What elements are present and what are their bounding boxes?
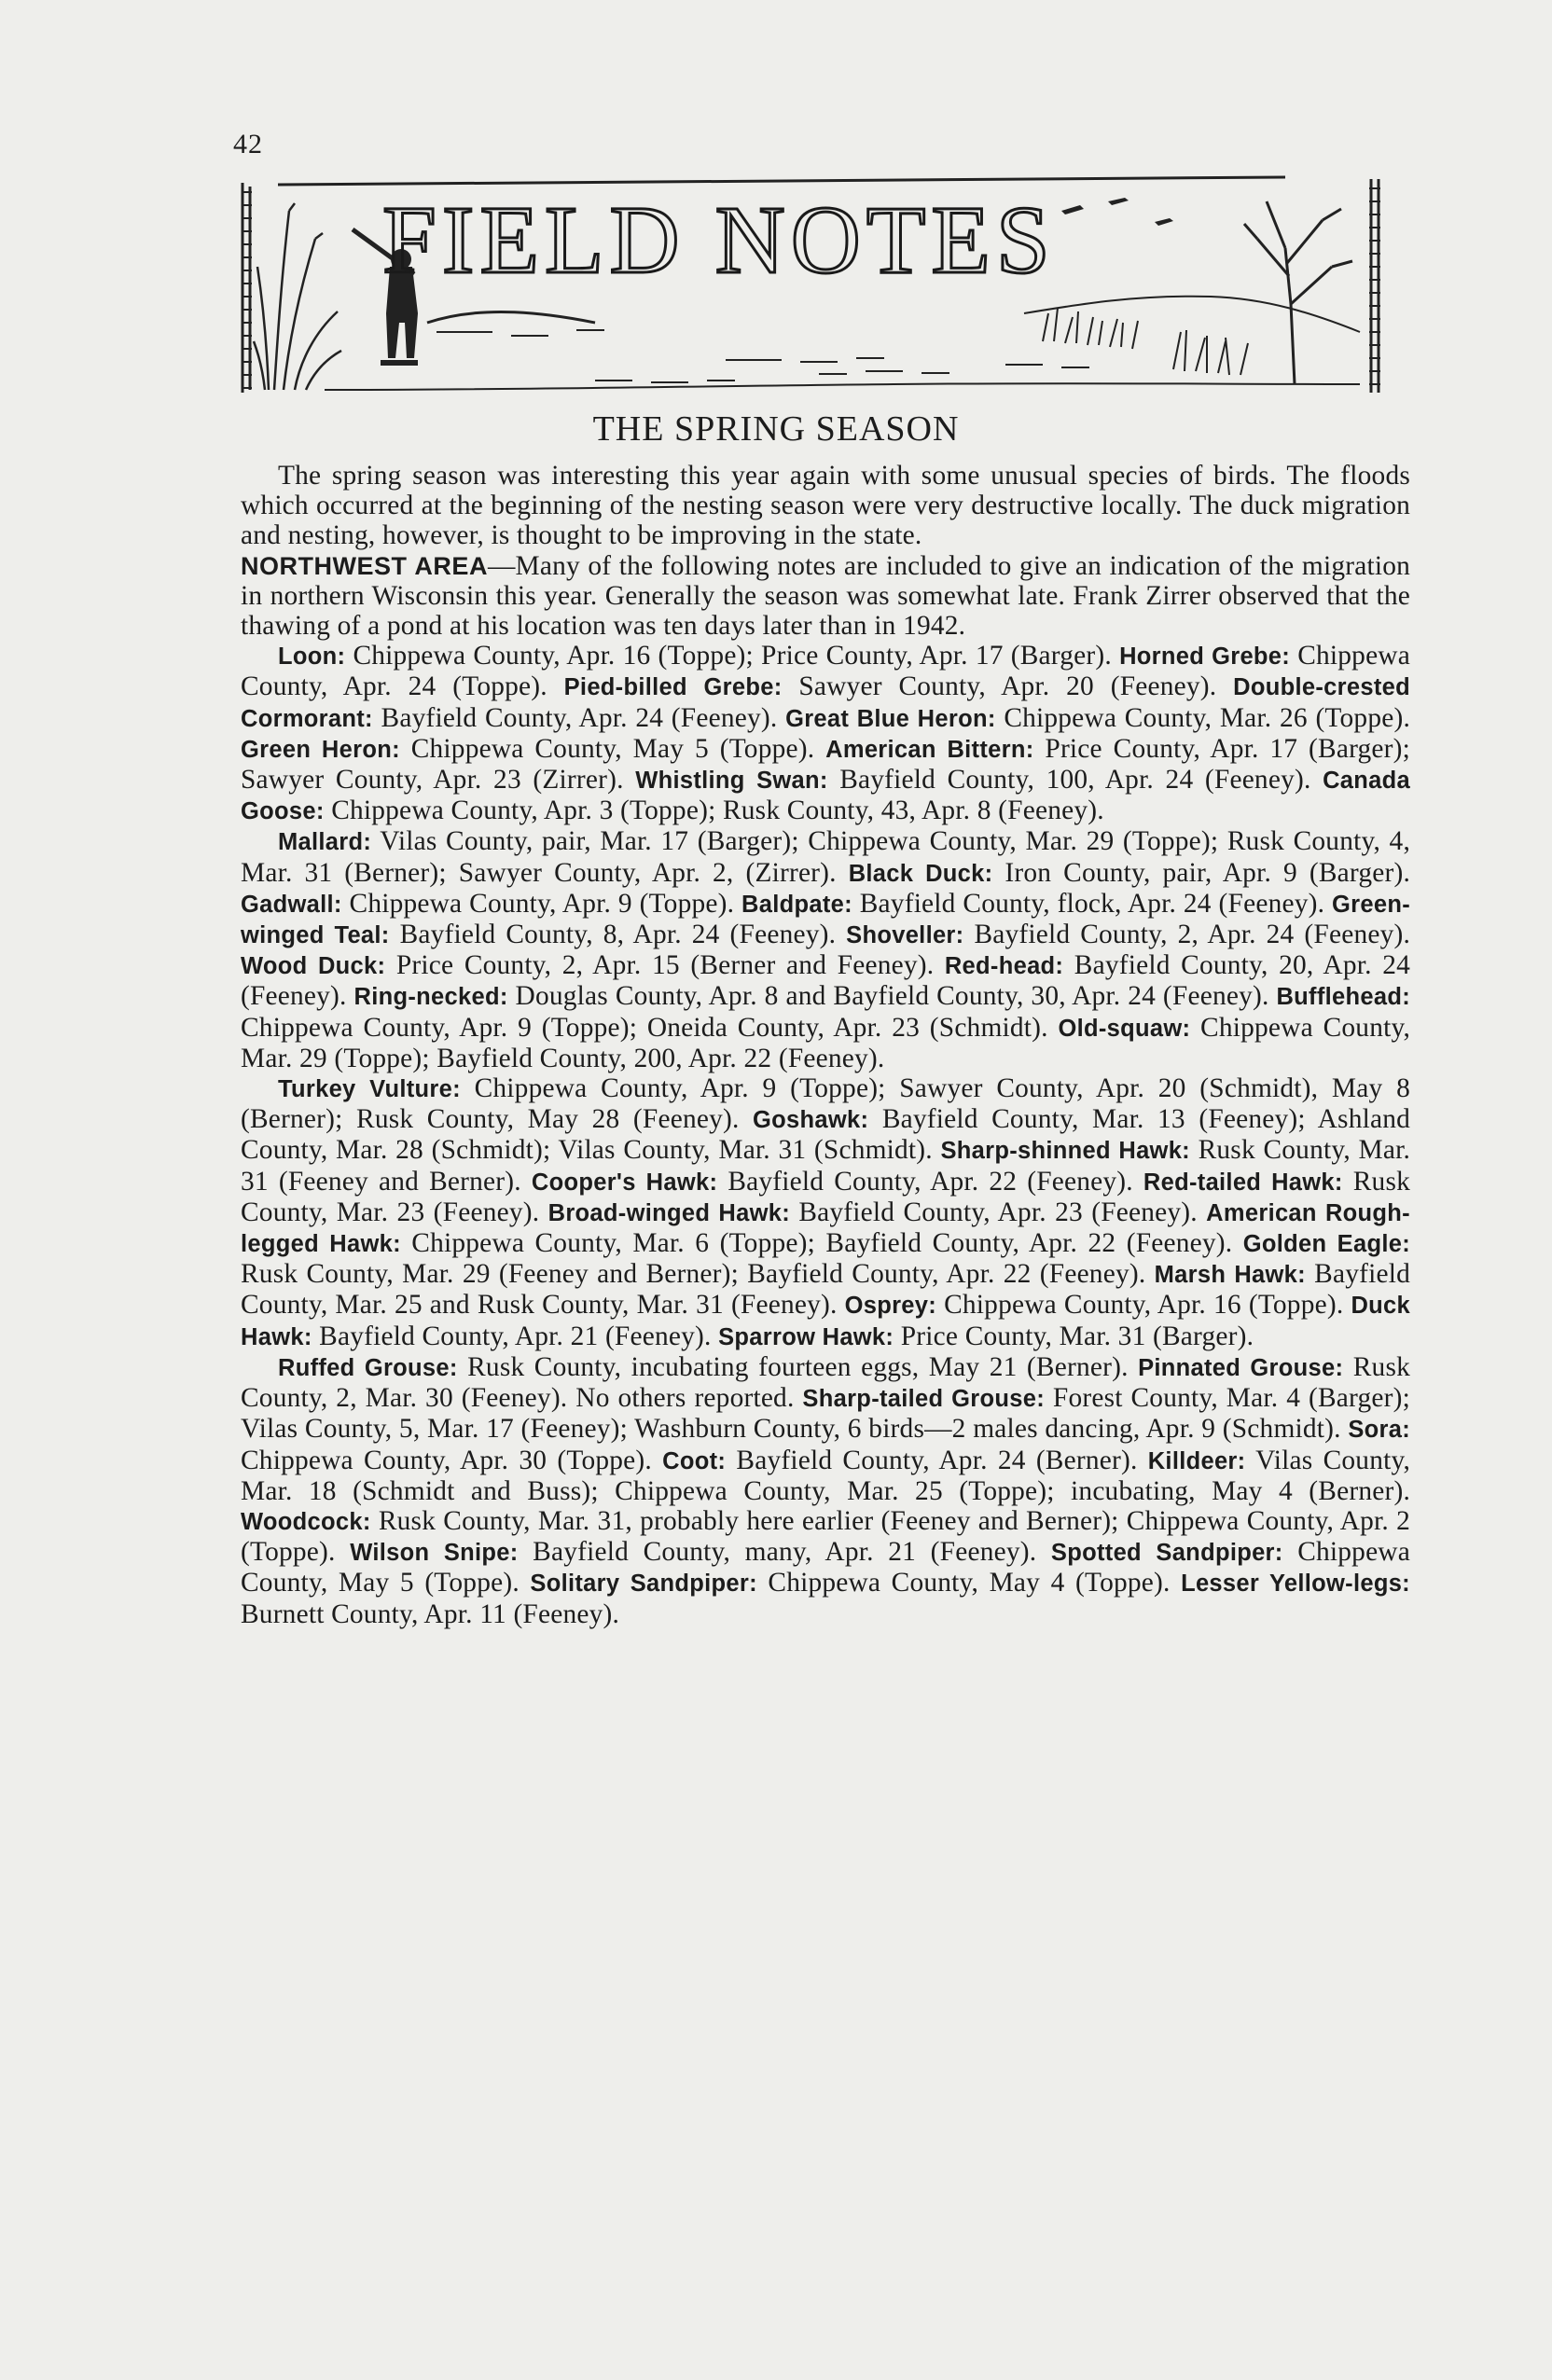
species-name: Bufflehead: — [1276, 984, 1410, 1011]
species-name: Green-winged Teal: — [241, 891, 1410, 949]
species-name: Old-squaw: — [1058, 1015, 1191, 1042]
species-name: Red-head: — [944, 953, 1064, 980]
species-record: Rusk County, incubating fourteen eggs, May 21 (Berner). — [457, 1351, 1139, 1382]
species-record: Bayfield County, Apr. 23 (Feeney). — [789, 1197, 1207, 1227]
species-record: Bayfield County, Apr. 24 (Berner). — [726, 1445, 1148, 1475]
species-record: Bayfield County, Apr. 24 (Feeney). — [372, 702, 786, 733]
species-name: Broad-winged Hawk: — [547, 1199, 790, 1226]
species-record: Bayfield County, Apr. 21 (Feeney). — [312, 1321, 719, 1351]
intro-paragraph: The spring season was interesting this year again with some unusual species of birds. The floods which occurred at the beginning of the nesting season were very destructive locally. The duck migration and nesting, however, is thought to be improving in the state. — [241, 461, 1410, 551]
species-name: Killdeer: — [1147, 1447, 1246, 1474]
shoreline-illustration — [1024, 297, 1360, 375]
species-record: Douglas County, Apr. 8 and Bayfield County, 30, Apr. 24 (Feeney). — [507, 981, 1277, 1012]
species-name: Marsh Hawk: — [1154, 1262, 1306, 1289]
species-name: Osprey: — [844, 1293, 937, 1320]
region-paragraph — [241, 551, 1410, 642]
species-name: Goshawk: — [753, 1107, 869, 1134]
banner-title: FIELD NOTES — [382, 187, 1056, 294]
tree-illustration — [1244, 201, 1352, 384]
species-name: Whistling Swan: — [635, 768, 828, 795]
species-name: Turkey Vulture: — [278, 1076, 461, 1103]
species-record: Bayfield County, flock, Apr. 24 (Feeney). — [852, 888, 1332, 919]
species-record: Chippewa County, Apr. 30 (Toppe). — [241, 1445, 663, 1475]
species-name: Horned Grebe: — [1119, 643, 1291, 671]
field-notes-banner — [241, 173, 1380, 397]
species-record: Bayfield County, 2, Apr. 24 (Feeney). — [963, 920, 1411, 950]
species-record: Chippewa County, Mar. 26 (Toppe). — [995, 702, 1410, 733]
species-name: American Rough-legged Hawk: — [241, 1199, 1410, 1258]
species-name: American Bittern: — [825, 736, 1034, 763]
species-record: Bayfield County, many, Apr. 21 (Feeney). — [518, 1537, 1051, 1568]
species-name: Sparrow Hawk: — [718, 1323, 894, 1350]
species-name: Red-tailed Hawk: — [1143, 1169, 1343, 1196]
species-paragraph — [241, 1073, 1410, 1352]
species-paragraphs — [241, 641, 1410, 1629]
region-text: —Many of the following notes are included to give an indication of the migration in northern Wisconsin this year. Generally the season was somewhat late. Frank Zirrer observed that the thawing of a pond at his location was ten days later than in 1942. — [241, 550, 1410, 642]
species-paragraph — [241, 826, 1410, 1073]
species-name: Gadwall: — [241, 891, 342, 918]
species-name: Sora: — [1348, 1417, 1410, 1444]
species-record: Vilas County, pair, Mar. 17 (Barger); Chippewa County, Mar. 29 (Toppe); Rusk County, 4, Mar. 31 (Berner); Sawyer County, Apr. 2, (Zirrer). — [241, 826, 1410, 888]
species-name: Coot: — [662, 1447, 727, 1474]
species-name: Loon: — [278, 643, 346, 671]
species-record: Chippewa County, May 5 (Toppe). — [399, 733, 826, 764]
species-record: Chippewa County, Mar. 6 (Toppe); Bayfield County, Apr. 22 (Feeney). — [400, 1228, 1243, 1259]
species-record: Chippewa County, Apr. 16 (Toppe). — [936, 1290, 1351, 1321]
species-paragraph — [241, 1352, 1410, 1629]
species-record: Chippewa County, Apr. 9 (Toppe); Oneida County, Apr. 23 (Schmidt). — [241, 1012, 1059, 1043]
species-record: Burnett County, Apr. 11 (Feeney). — [241, 1598, 620, 1629]
species-record: Forest County, Mar. 4 (Barger); Vilas County, 5, Mar. 17 (Feeney); Washburn County, 6 birds—2 males dancing, Apr. 9 (Schmidt). — [241, 1383, 1410, 1445]
species-record: Rusk County, Mar. 29 (Feeney and Berner); Bayfield County, Apr. 22 (Feeney). — [241, 1259, 1155, 1290]
species-record: Price County, Mar. 31 (Barger). — [894, 1321, 1254, 1351]
region-heading: NORTHWEST AREA — [241, 551, 488, 580]
species-name: Black Duck: — [848, 860, 993, 887]
body-text — [241, 461, 1410, 1629]
flying-birds-illustration — [1061, 198, 1173, 226]
species-name: Spotted Sandpiper: — [1050, 1540, 1283, 1567]
species-record: Iron County, pair, Apr. 9 (Barger). — [992, 857, 1411, 888]
species-name: Ruffed Grouse: — [278, 1354, 458, 1381]
species-name: Pinnated Grouse: — [1138, 1354, 1344, 1381]
grass-illustration-left — [254, 203, 341, 390]
species-name: Shoveller: — [846, 922, 964, 949]
species-name: Woodcock: — [241, 1508, 371, 1535]
species-name: Canada Goose: — [241, 768, 1410, 825]
marsh-illustration — [325, 311, 1360, 390]
species-record: Vilas County, Mar. 18 (Schmidt and Buss); Chippewa County, Mar. 25 (Toppe); incubating, May 4 (Berner). — [241, 1445, 1410, 1506]
species-record: Rusk County, Mar. 31 (Feeney and Berner). — [241, 1135, 1411, 1197]
species-record: Bayfield County, 8, Apr. 24 (Feeney). — [389, 920, 847, 950]
page-number: 42 — [233, 129, 263, 159]
species-record: Sawyer County, Apr. 20 (Feeney). — [782, 671, 1234, 702]
right-border-ornament — [1369, 179, 1380, 393]
species-record: Chippewa County, Apr. 3 (Toppe); Rusk County, 43, Apr. 8 (Feeney). — [324, 796, 1104, 826]
species-record: Rusk County, Mar. 31, probably here earlier (Feeney and Berner); Chippewa County, Apr. 2 (Toppe). — [241, 1505, 1410, 1568]
species-record: Bayfield County, 100, Apr. 24 (Feeney). — [827, 765, 1323, 796]
species-name: Sharp-tailed Grouse: — [802, 1386, 1045, 1413]
species-name: Great Blue Heron: — [785, 705, 996, 732]
species-record: Bayfield County, Mar. 13 (Feeney); Ashland County, Mar. 28 (Schmidt); Vilas County, Mar. 31 (Schmidt). — [241, 1104, 1410, 1166]
species-name: Wilson Snipe: — [350, 1540, 519, 1567]
species-record: Rusk County, Mar. 23 (Feeney). — [241, 1166, 1410, 1227]
species-name: Wood Duck: — [241, 953, 386, 980]
species-record: Chippewa County, Mar. 29 (Toppe); Bayfield County, 200, Apr. 22 (Feeney). — [241, 1012, 1410, 1073]
species-record: Bayfield County, Mar. 25 and Rusk County, Mar. 31 (Feeney). — [241, 1259, 1410, 1321]
species-record: Chippewa County, May 5 (Toppe). — [241, 1537, 1410, 1598]
species-record: Bayfield County, 20, Apr. 24 (Feeney). — [241, 950, 1410, 1012]
section-title: THE SPRING SEASON — [592, 409, 960, 449]
species-name: Baldpate: — [741, 891, 852, 918]
left-border-ornament — [242, 183, 252, 393]
species-record: Bayfield County, Apr. 22 (Feeney). — [717, 1166, 1143, 1197]
species-record: Rusk County, 2, Mar. 30 (Feeney). No others reported. — [241, 1351, 1410, 1414]
species-record: Chippewa County, Apr. 16 (Toppe); Price County, Apr. 17 (Barger). — [345, 641, 1120, 671]
species-record: Chippewa County, May 4 (Toppe). — [756, 1568, 1182, 1598]
species-name: Sharp-shinned Hawk: — [940, 1138, 1190, 1165]
species-paragraph — [241, 641, 1410, 826]
species-record: Chippewa County, Apr. 9 (Toppe); Sawyer County, Apr. 20 (Schmidt), May 8 (Berner); Rusk County, May 28 (Feeney). — [241, 1073, 1411, 1135]
species-name: Pied-billed Grebe: — [563, 674, 783, 701]
species-name: Solitary Sandpiper: — [530, 1571, 757, 1598]
species-name: Cooper's Hawk: — [531, 1169, 718, 1196]
species-name: Lesser Yellow-legs: — [1181, 1571, 1410, 1598]
species-record: Price County, Apr. 17 (Barger); Sawyer County, Apr. 23 (Zirrer). — [241, 733, 1411, 796]
species-name: Duck Hawk: — [241, 1293, 1410, 1350]
species-name: Ring-necked: — [353, 984, 508, 1011]
species-record: Chippewa County, Apr. 9 (Toppe). — [341, 888, 742, 919]
species-name: Green Heron: — [241, 736, 400, 763]
species-record: Price County, 2, Apr. 15 (Berner and Feeney). — [385, 950, 945, 981]
species-name: Mallard: — [278, 829, 372, 856]
species-name: Golden Eagle: — [1242, 1231, 1410, 1258]
species-record: Chippewa County, Apr. 24 (Toppe). — [241, 641, 1410, 702]
species-name: Double-crested Cormorant: — [241, 674, 1410, 732]
